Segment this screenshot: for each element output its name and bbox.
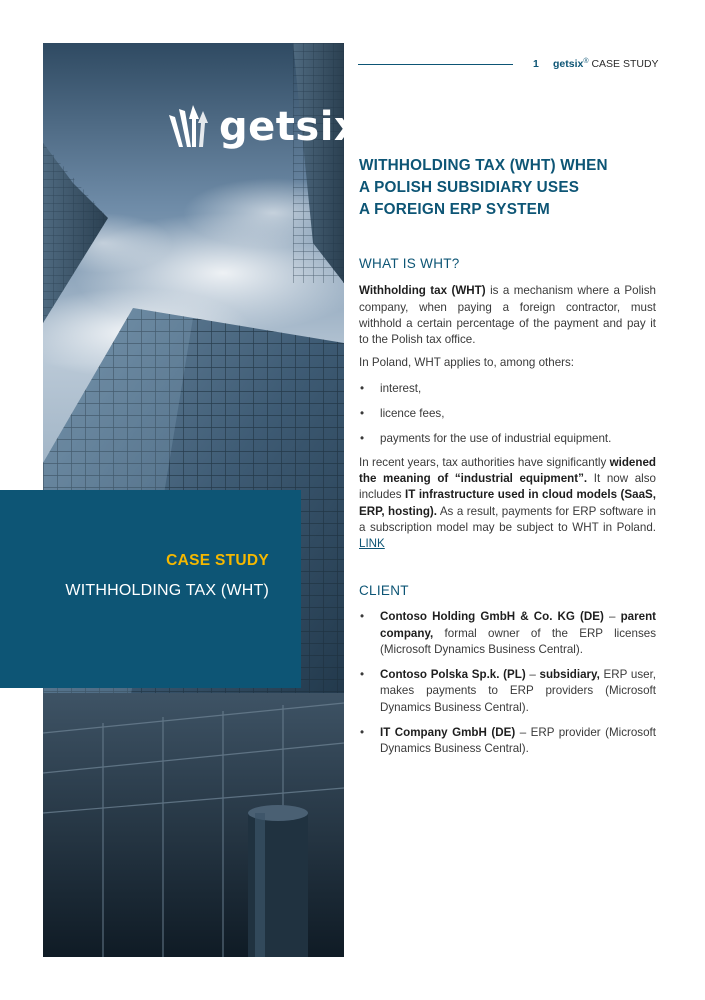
case-study-label: CASE STUDY [166,552,269,569]
header-rule [358,64,513,65]
header-brand: getsix [553,58,584,70]
title-line: A FOREIGN ERP SYSTEM [359,201,550,218]
client-section [359,583,656,758]
case-study-subtitle: WITHHOLDING TAX (WHT) [65,582,269,599]
wht-definition: Withholding tax (WHT) is a mechanism where a Polish company, when paying a foreign contractor, must withhold a certain percentage of the payment and pay it to the Polish tax office. [359,284,656,347]
logo-wordmark: getsix [219,104,361,150]
wht-applies-text: In Poland, WHT applies to, among others: [359,356,575,370]
client-item: • IT Company GmbH (DE) – ERP provider (Microsoft Dynamics Business Central). [360,726,656,756]
registered-mark: ® [362,103,371,115]
page-number: 1 [533,58,539,70]
header-label: CASE STUDY [591,58,659,70]
list-item: • licence fees, [360,407,445,421]
document-title [359,155,659,221]
wht-term: Withholding tax (WHT) [359,284,486,298]
section-heading-client: CLIENT [359,583,409,598]
section-heading-what-is-wht: WHAT IS WHT? [359,256,460,271]
case-study-box [0,490,301,688]
list-item: • interest, [360,381,422,395]
header-registered-mark: ® [583,58,589,65]
list-item: • payments for the use of industrial equipment. [360,432,612,446]
getsix-logo [165,97,370,157]
source-link[interactable]: LINK [359,537,385,551]
running-header [553,58,659,70]
title-line: A POLISH SUBSIDIARY USES [359,179,580,196]
client-item: • Contoso Holding GmbH & Co. KG (DE) – parent company, formal owner of the ERP licenses (Microsoft Dynamics Business Central). [360,610,657,656]
what-is-wht-section [359,256,656,552]
client-item: • Contoso Polska Sp.k. (PL) – subsidiary, ERP user, makes payments to ERP providers (Microsoft Dynamics Business Central). [360,668,657,714]
title-line: WITHHOLDING TAX (WHT) WHEN [359,157,608,174]
recent-years-paragraph: In recent years, tax authorities have significantly widened the meaning of “industrial equipment”. It now also includes IT infrastructure used in cloud models (SaaS, ERP, hosting). As a result, payments for ERP software in a subscription model may be subject to WHT in Poland. LINK [359,455,656,551]
arrows-logo-icon [165,101,217,153]
